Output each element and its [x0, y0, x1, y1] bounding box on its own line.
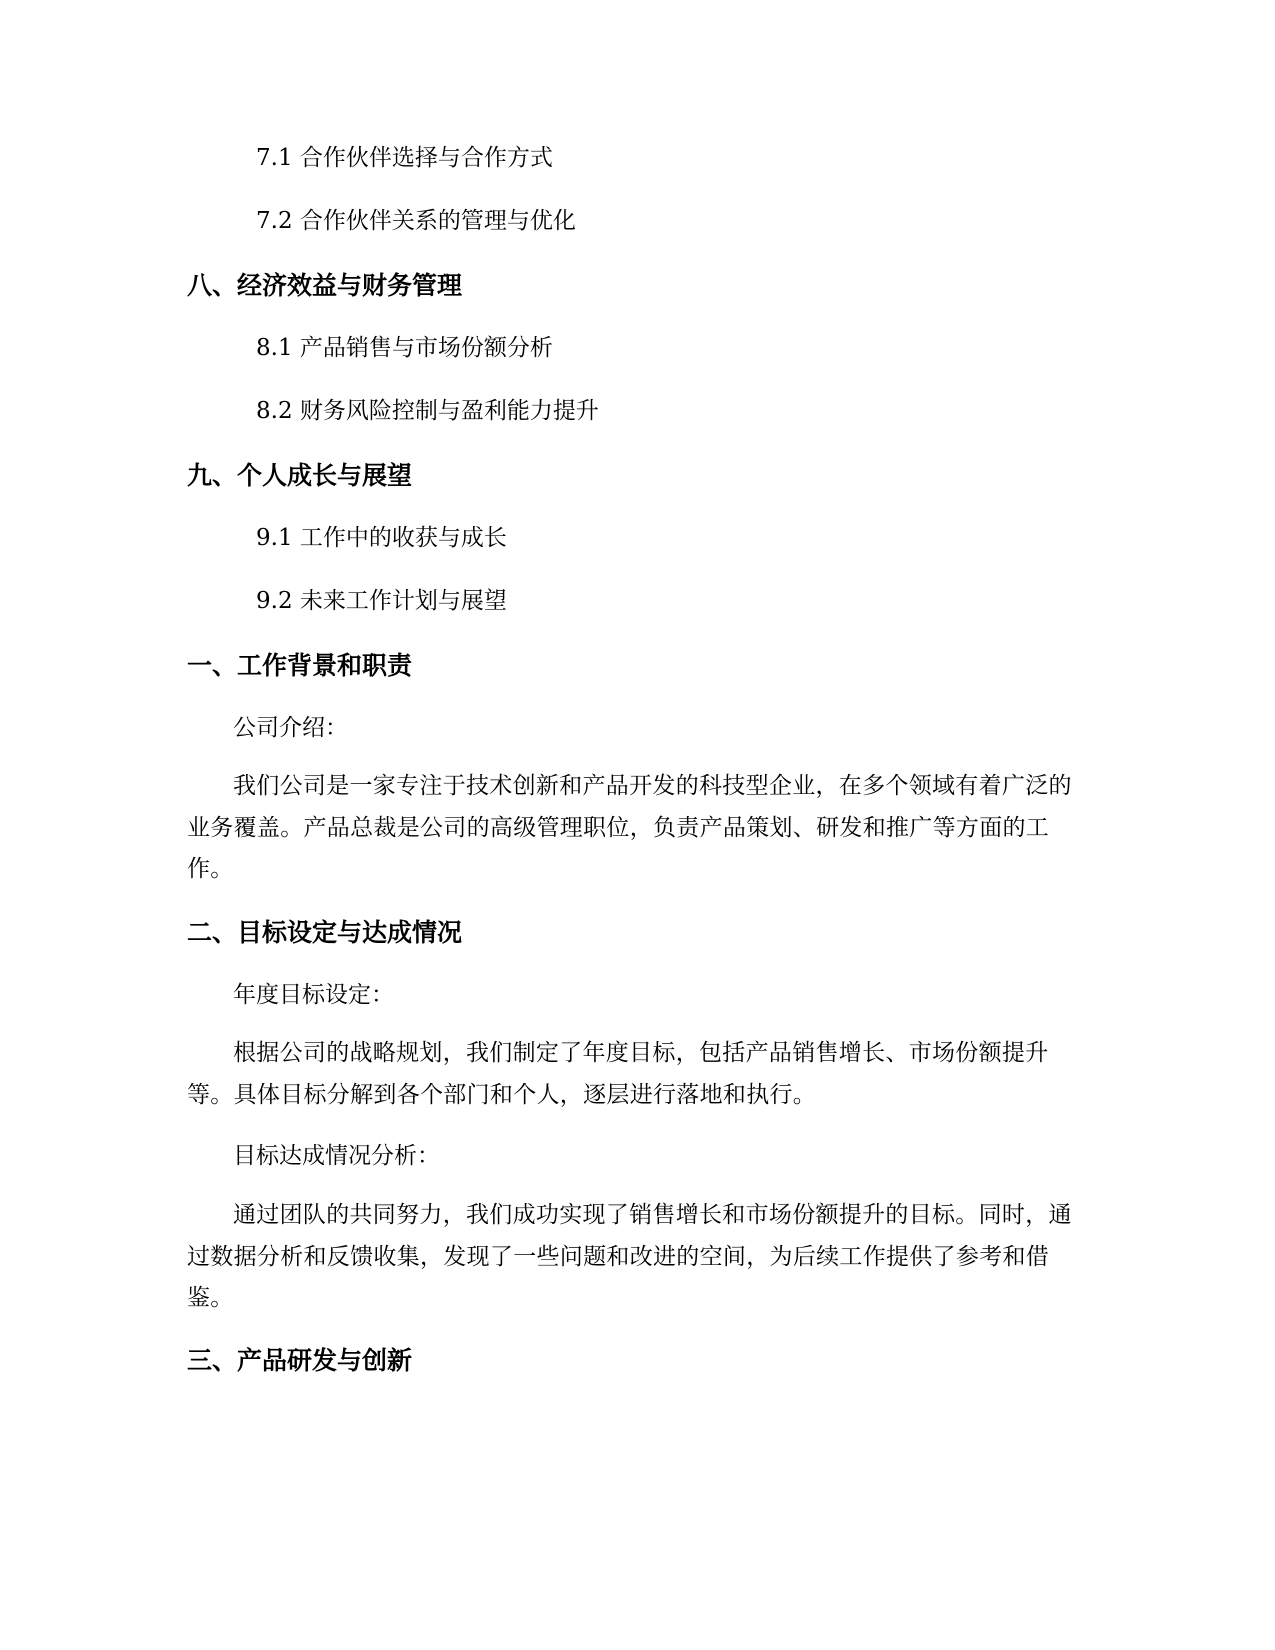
section-2-analysis-paragraph: 通过团队的共同努力，我们成功实现了销售增长和市场份额提升的目标。同时，通过数据分析和反馈收集，发现了一些问题和改进的空间，为后续工作提供了参考和借鉴。 — [187, 1202, 1072, 1311]
section-1-heading: 一、工作背景和职责 — [187, 651, 413, 680]
section-2-goal-paragraph: 根据公司的战略规划，我们制定了年度目标，包括产品销售增长、市场份额提升等。具体目标分解到各个部门和个人，逐层进行落地和执行。 — [187, 1040, 1049, 1108]
toc-item-7-2: 7.2 合作伙伴关系的管理与优化 — [256, 208, 576, 234]
section-2-heading: 二、目标设定与达成情况 — [187, 918, 463, 947]
toc-item-7-1: 7.1 合作伙伴选择与合作方式 — [256, 145, 553, 171]
section-1-label: 公司介绍： — [233, 715, 348, 741]
toc-item-8-2: 8.2 财务风险控制与盈利能力提升 — [256, 398, 599, 424]
section-3-heading: 三、产品研发与创新 — [187, 1346, 413, 1375]
toc-heading-8: 八、经济效益与财务管理 — [187, 271, 463, 300]
toc-item-8-1: 8.1 产品销售与市场份额分析 — [256, 335, 553, 361]
section-1-paragraph: 我们公司是一家专注于技术创新和产品开发的科技型企业，在多个领域有着广泛的业务覆盖。产品总裁是公司的高级管理职位，负责产品策划、研发和推广等方面的工作。 — [187, 773, 1072, 882]
section-2-goal-label: 年度目标设定： — [233, 982, 394, 1008]
toc-item-9-2: 9.2 未来工作计划与展望 — [256, 588, 507, 614]
toc-heading-9: 九、个人成长与展望 — [187, 461, 413, 490]
section-2-analysis-label: 目标达成情况分析： — [233, 1143, 440, 1169]
toc-item-9-1: 9.1 工作中的收获与成长 — [256, 525, 507, 551]
